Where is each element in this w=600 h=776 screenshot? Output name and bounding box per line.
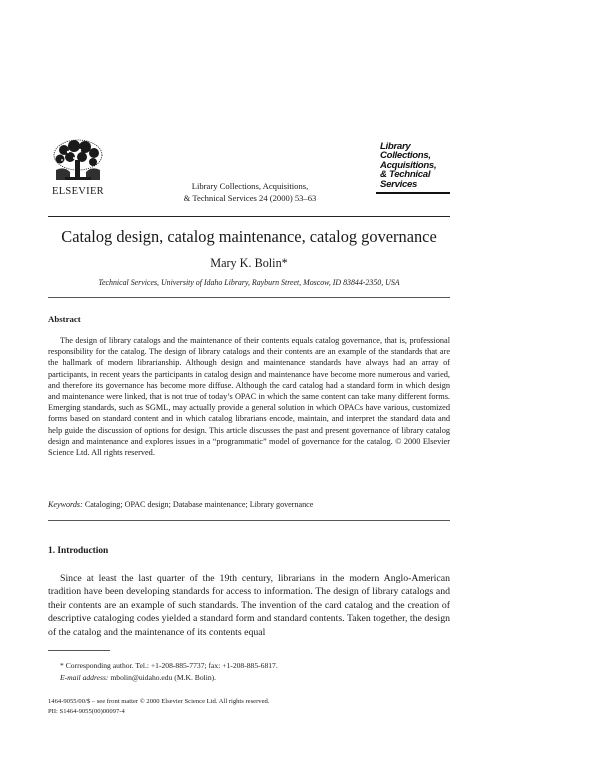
journal-logo-line: Acquisitions, [380, 159, 437, 171]
section-body [48, 572, 450, 639]
journal-logo-line: Services [380, 178, 418, 190]
article-title: Catalog design, catalog maintenance, catalog governance [61, 227, 437, 246]
title-divider [48, 297, 450, 298]
email-label: E-mail address: [60, 672, 109, 682]
imprint [48, 697, 450, 717]
author-affiliation: Technical Services, University of Idaho Library, Rayburn Street, Moscow, ID 83844-2350, USA [98, 278, 400, 287]
journal-citation [150, 180, 350, 204]
journal-logo-line: Collections, [380, 150, 431, 162]
imprint-line: 1464-9055/00/$ – see front matter © 2000 Elsevier Science Ltd. All rights reserved. [48, 698, 270, 705]
footnote-corresponding-author: * Corresponding author. Tel.: +1-208-885-7737; fax: +1-208-885-6817. [60, 661, 278, 670]
publisher-name: ELSEVIER [52, 186, 104, 197]
keywords-label: Keywords: [48, 500, 83, 509]
journal-logo-line: & Technical [380, 169, 431, 181]
journal-logo-bar [376, 192, 450, 194]
abstract-divider [48, 520, 450, 521]
imprint-pii: PII: S1464-9055(00)00097-4 [48, 708, 125, 715]
abstract-heading: Abstract [48, 314, 81, 324]
journal-logo-line: Library [380, 141, 411, 152]
journal-logo [376, 138, 450, 196]
header-divider [48, 216, 450, 217]
body-paragraph: Since at least the last quarter of the 19th century, librarians in the modern Anglo-American tradition have been developing standards for access to information. The design of library catalogs and their contents are an example of such standards. The invention of the card catalog and the creation of descriptive cataloging codes yielded a standard form and standard contents. Taken together, the design of the catalog and the maintenance of its contents equal [48, 573, 450, 638]
footnote [48, 660, 450, 683]
keywords [48, 500, 450, 509]
abstract-paragraph: The design of library catalogs and the maintenance of their contents equals catalog governance, that is, professional responsibility for the catalog. The design of library catalogs and their contents are an example of the standards that are the hallmark of modern librarianship. Although design and maintenance standards have always had an array of participants, in recent years the participants in catalog design and maintenance have become more numerous and varied, and therefore its governance has become more diffuse. Although the card catalog had a standard form in which design and maintenance were linked, that is not true of today’s OPAC in which the same content can take many different forms. Emerging standards, such as SGML, may actually provide a general solution in which OPACs have various, customized forms based on standard content and in which catalog librarians encode, maintain, and interpret the standard data and help guide the discussion of options for design. This article discusses the past and present governance of library catalog design and maintenance and explores issues in a “programmatic” model of governance for the catalog. © 2000 Elsevier Science Ltd. All rights reserved. [48, 336, 450, 458]
journal-citation-line: & Technical Services 24 (2000) 53–63 [183, 193, 317, 203]
keywords-list: Cataloging; OPAC design; Database maintenance; Library governance [84, 500, 314, 509]
abstract-body [48, 335, 450, 458]
article-author: Mary K. Bolin* [210, 256, 288, 270]
section-heading: 1. Introduction [48, 546, 109, 556]
email-value: mbolin@uidaho.edu (M.K. Bolin). [110, 672, 217, 682]
footnote-rule [48, 650, 110, 651]
journal-citation-line: Library Collections, Acquisitions, [191, 181, 309, 191]
journal-logo-text [380, 142, 436, 189]
footnote-email [48, 672, 450, 684]
